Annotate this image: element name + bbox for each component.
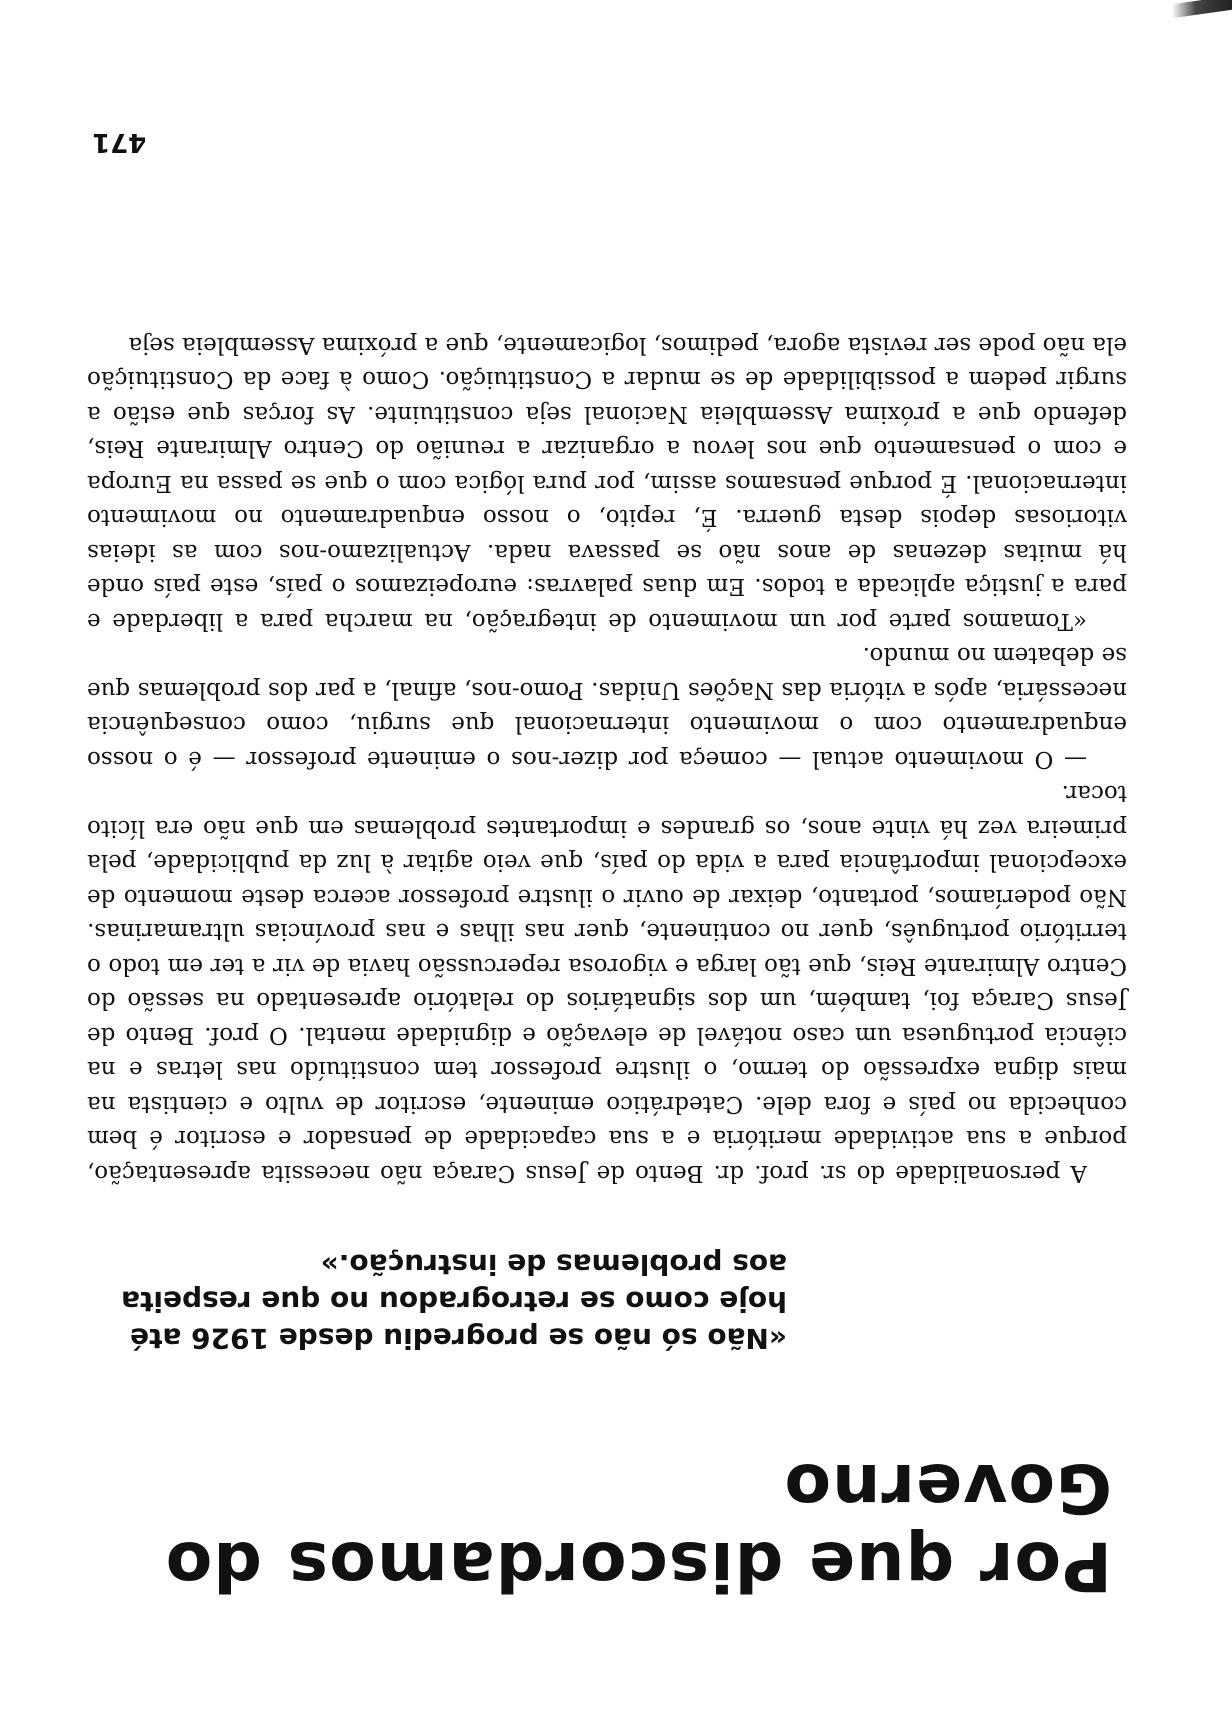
article-headline: Por que discordamos do Governo <box>164 1448 1112 1605</box>
body-paragraph: — O movimento actual — começa por dizer-nos o eminente professor — é o nosso enquadramento com o movimento internacional que surgiu, como consequência necessária, após a vitória das Nações Unidas. Pomo-nos, afinal, a par dos problemas que se debatem no mundo. <box>87 642 1127 772</box>
article-body <box>87 328 1127 1191</box>
scan-artifact <box>1172 0 1232 18</box>
pull-quote: «Não só não se progrediu desde 1926 até hoje como se retrogradou no que respeita aos problemas de instrução.» <box>121 1248 787 1355</box>
body-paragraph: A personalidade do sr. prof. dr. Bento de Jesus Caraça não necessita apresentação, porque a sua actividade meritória e a sua capacidade de pensador e escritor é bem conhecida no país e fora dele. Catedrático eminente, escritor de vulto e cientista na mais digna expressão do termo, o ilustre professor tem constituído nas letras e na ciência portuguesa um caso notável de elevação e dignidade mental. O prof. Bento de Jesus Caraça foi, também, um dos signatários do relatório apresentado na sessão do Centro Almirante Reis, que tão larga e vigorosa repercussão havia de vir a ter em todo o território português, quer no continente, quer nas ilhas e nas províncias ultramarinas. Não poderíamos, portanto, deixar de ouvir o ilustre professor acerca deste momento de excepcional importância para a vida do país, que veio agitar à luz da publicidade, pela primeira vez há vinte anos, os grandes e importantes problemas em que não era lícito tocar. <box>87 780 1127 1186</box>
body-paragraph: «Tomamos parte por um movimento de integração, na marcha para a liberdade e para a justiça aplicada a todos. Em duas palavras: europeizamos o país, este país onde há muitas dezenas de anos não se passava nada. Actualizamo-nos com as ideias vitoriosas depois desta guerra. É, repito, o nosso enquadramento no movimento internacional. É porque pensamos assim, por pura lógica com o que se passa na Europa e com o pensamento que nos levou a organizar a reunião do Centro Almirante Reis, defendo que a próxima Assembleia Nacional seja constituinte. As forças que estão a surgir pedem a possibilidade de se mudar a Constituição. Como à face da Constituição ela não pode ser revista agora, pedimos, logicamente, que a próxima Assembleia seja <box>87 332 1127 634</box>
page-number: 471 <box>92 127 147 157</box>
